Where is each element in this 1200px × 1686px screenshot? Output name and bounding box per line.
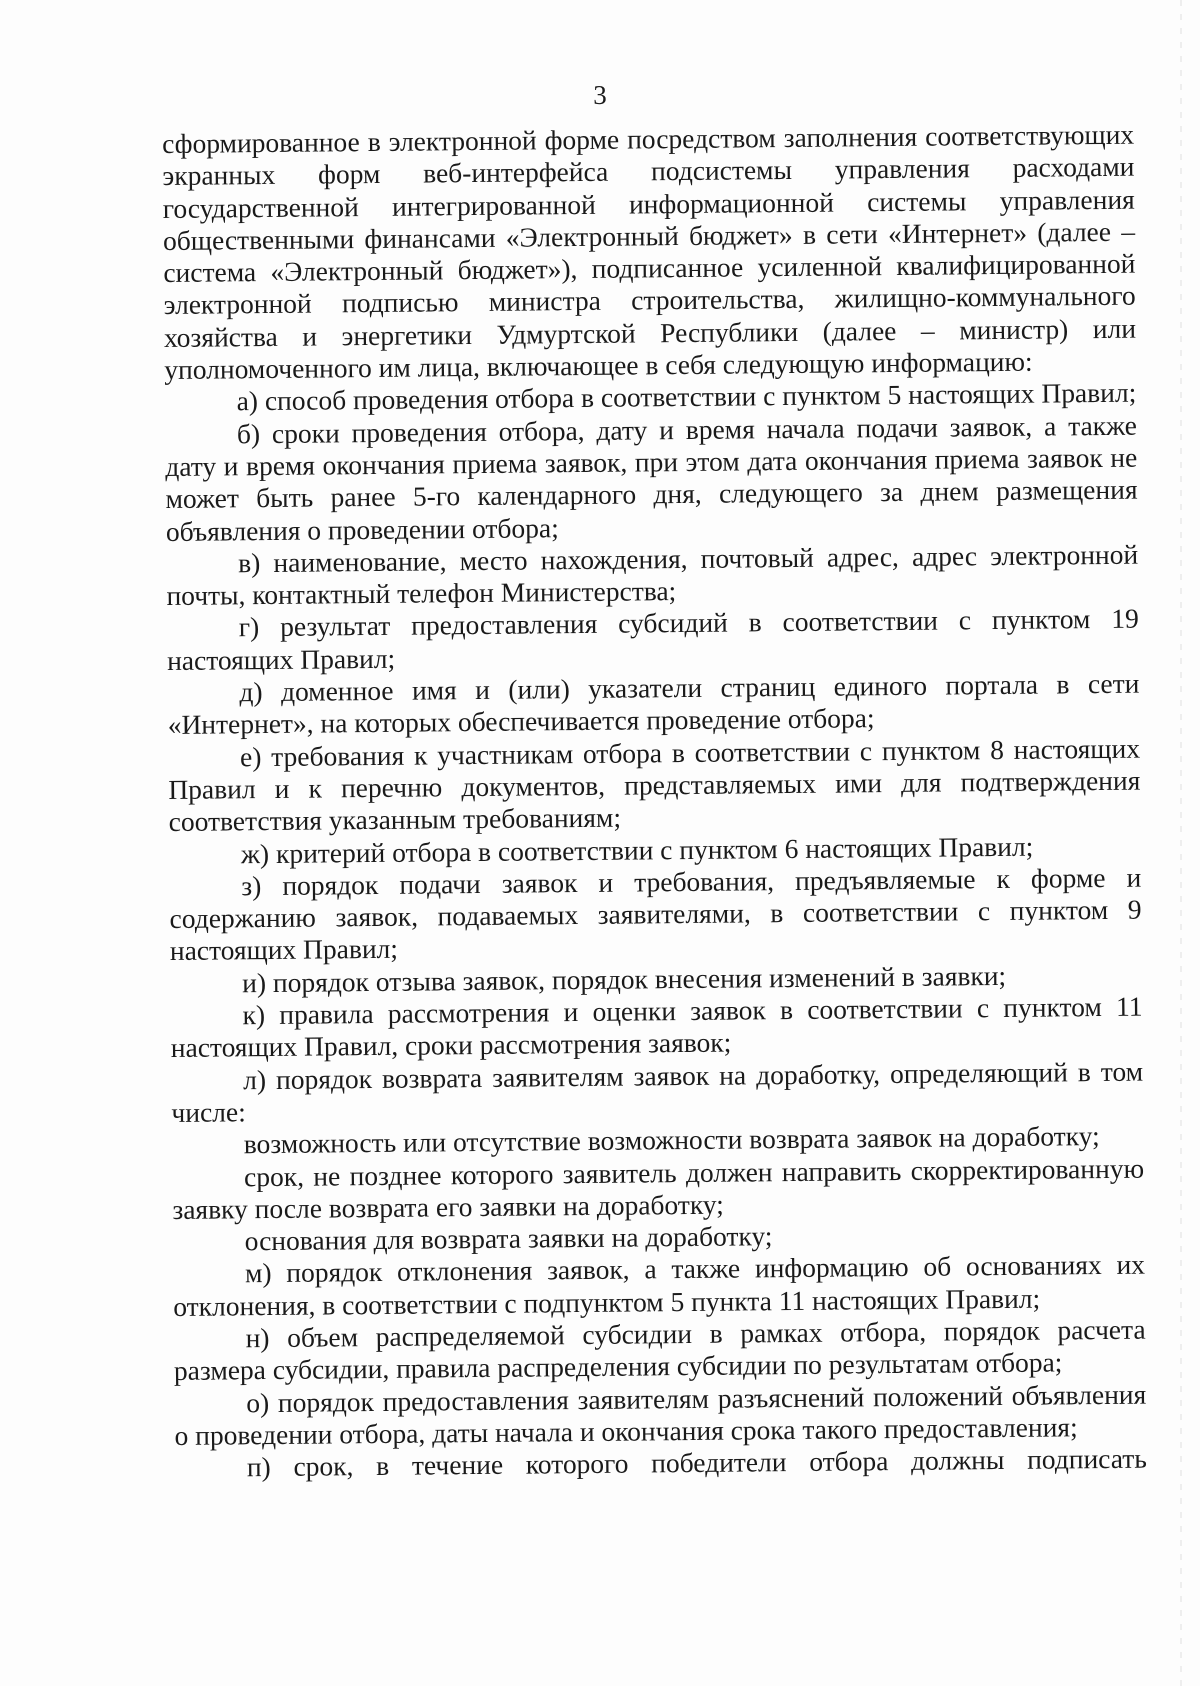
paragraph-item-zh: ж) критерий отбора в соответствии с пунктом 6 настоящих Правил; xyxy=(240,830,1034,869)
paragraph-item-m: м) порядок отклонения заявок, а также информацию об основаниях их отклонения, в соответствии с подпунктом 5 пункта 11 настоящих Правил; xyxy=(173,1249,1146,1322)
document-body xyxy=(162,119,1147,1485)
paragraph-item-z: з) порядок подачи заявок и требования, предъявляемые к форме и содержанию заявок, подаваемых заявителями, в соответствии с пунктом 9 настоящих Правил; xyxy=(169,861,1142,967)
paragraph-item-n: н) объем распределяемой субсидии в рамках отбора, порядок расчета размера субсидии, правила распределения субсидии по результатам отбора; xyxy=(173,1313,1146,1387)
paragraph-intro: сформированное в электронной форме посредством заполнения соответствующих экранных форм веб-интерфейса подсистемы управления расходами государственной интегрированной информационной системы управления общественными финансами «Электронный бюджет» в сети «Интернет» (далее – система «Электронный бюджет»), подписанное усиленной квалифицированной электронной подписью министра строительства, жилищно-коммунального хозяйства и энергетики Удмуртской Республики (далее – министр) или уполномоченного им лица, включающее в себя следующую информацию: xyxy=(162,118,1137,386)
page-number: 3 xyxy=(593,80,607,110)
paragraph-subitem-grounds: основания для возврата заявки на доработку; xyxy=(244,1220,773,1257)
paragraph-item-v: в) наименование, место нахождения, почтовый адрес, адрес электронной почты, контактный телефон Министерства; xyxy=(166,538,1139,612)
paragraph-item-i: и) порядок отзыва заявок, порядок внесения изменений в заявки; xyxy=(242,959,1007,998)
paragraph-item-p: п) срок, в течение которого победители отбора должны подписать xyxy=(246,1442,1147,1483)
paragraph-item-a: а) способ проведения отбора в соответствии с пунктом 5 настоящих Правил; xyxy=(236,377,1137,417)
paragraph-subitem-possibility: возможность или отсутствие возможности возврата заявок на доработку; xyxy=(243,1120,1100,1160)
paragraph-item-e: е) требования к участникам отбора в соответствии с пунктом 8 настоящих Правил и к перечню документов, представляемых ими для подтверждения соответствия указанным требованиям; xyxy=(168,732,1141,838)
paragraph-item-b: б) сроки проведения отбора, дату и время начала подачи заявок, а также дату и время окончания приема заявок, при этом дата окончания приема заявок не может быть ранее 5-го календарного дня, следующего за днем размещения объявления о проведении отбора; xyxy=(165,409,1138,547)
paragraph-item-d: д) доменное имя и (или) указатели страниц единого портала в сети «Интернет», на которых обеспечивается проведение отбора; xyxy=(167,667,1140,741)
paragraph-subitem-deadline: срок, не позднее которого заявитель должен направить скорректированную заявку после возврата его заявки на доработку; xyxy=(172,1152,1145,1225)
scan-edge-artifact xyxy=(1180,0,1182,1686)
paragraph-item-l: л) порядок возврата заявителям заявок на доработку, определяющий в том числе: xyxy=(171,1055,1144,1128)
paragraph-item-k: к) правила рассмотрения и оценки заявок в соответствии с пунктом 11 настоящих Правил, сроки рассмотрения заявок; xyxy=(170,990,1143,1064)
paragraph-item-g: г) результат предоставления субсидий в соответствии с пунктом 19 настоящих Правил; xyxy=(166,603,1139,676)
paragraph-item-o: о) порядок предоставления заявителям разъяснений положений объявления о проведении отбора, даты начала и окончания срока такого предоставления; xyxy=(174,1378,1147,1451)
